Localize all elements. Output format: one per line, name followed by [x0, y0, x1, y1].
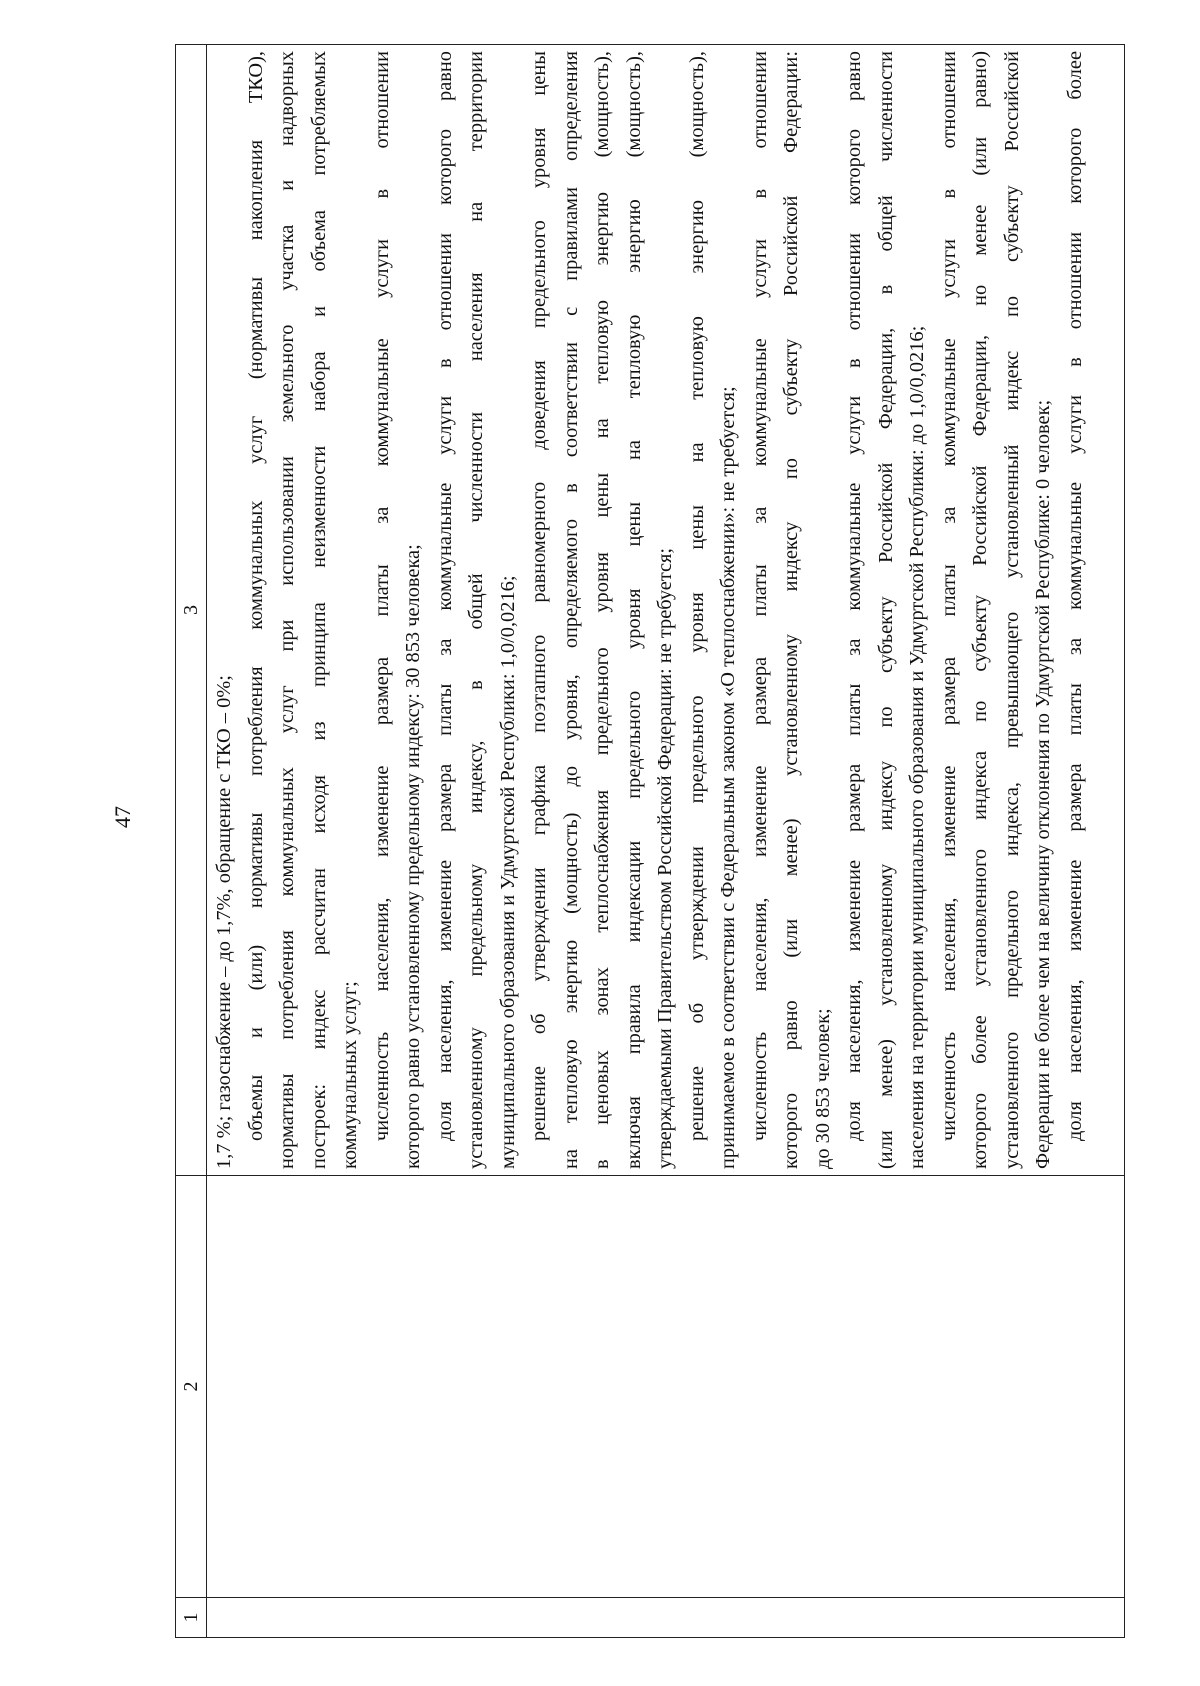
text-line: численность населения, изменение размера платы за коммунальные услуги в отношении [937, 51, 960, 1141]
text-line: нормативы потребления коммунальных услуг при использовании земельного участка и надворных [276, 51, 298, 1169]
text-line: утверждаемыми Правительством Российской Федерации: не требуется; [654, 547, 676, 1169]
text-line: построек: индекс рассчитан исходя из принципа неизменности набора и объема потребляемых [307, 51, 330, 1169]
text-line: принимаемое в соответствии с Федеральным законом «О теплоснабжении»: не требуется; [717, 386, 739, 1169]
text-line: включая правила индексации предельного уровня цены на тепловую энергию (мощность), [622, 51, 645, 1169]
column-1-header: 1 [176, 1598, 207, 1638]
text-line: объемы и (или) нормативы потребления коммунальных услуг (нормативы накопления ТКО), [244, 51, 267, 1141]
rotated-page-content [175, 44, 1125, 1638]
text-line: муниципального образования и Удмуртской Республики: 1,0/0,0216; [496, 575, 519, 1169]
page-number: 47 [110, 806, 135, 828]
text-line: на тепловую энергию (мощность) до уровня, определяемого в соответствии с правилами определения [559, 51, 582, 1169]
text-line: доля населения, изменение размера платы за коммунальные услуги в отношении которого более [1063, 51, 1086, 1141]
column-3-cell [207, 45, 1125, 1176]
text-line: 1,7 %; газоснабжение – до 1,7%, обращение с ТКО – 0%; [213, 675, 235, 1169]
document-table [175, 44, 1125, 1638]
text-line: коммунальных услуг; [339, 981, 361, 1169]
column-3-text [207, 45, 1091, 1175]
text-line: численность населения, изменение размера платы за коммунальные услуги в отношении [370, 51, 393, 1141]
column-2-cell [207, 1176, 1125, 1598]
text-line: населения на территории муниципального образования и Удмуртской Республики: до 1,0/0,0216; [906, 325, 928, 1169]
text-line: в ценовых зонах теплоснабжения предельного уровня цены на тепловую энергию (мощность), [591, 51, 613, 1169]
text-line: до 30 853 человек; [811, 1008, 834, 1169]
text-line: решение об утверждении графика поэтапного равномерного доведения предельного уровня цены [528, 51, 550, 1141]
text-line: установленного предельного индекса, превышающего установленный индекс по субъекту Российской [1000, 51, 1023, 1169]
text-line: численность населения, изменение размера платы за коммунальные услуги в отношении [748, 51, 771, 1141]
column-3-header: 3 [176, 45, 207, 1176]
text-line: (или менее) установленному индексу по субъекту Российской Федерации, в общей численности [874, 51, 897, 1169]
text-line: доля населения, изменение размера платы за коммунальные услуги в отношении которого равно [843, 51, 865, 1141]
text-line: доля населения, изменение размера платы за коммунальные услуги в отношении которого равно [433, 51, 456, 1141]
text-line: которого более установленного индекса по субъекту Российской Федерации, но менее (или равно) [969, 51, 991, 1169]
text-line: которого равно установленному предельному индексу: 30 853 человека; [402, 544, 424, 1169]
column-1-cell [207, 1598, 1125, 1638]
text-line: решение об утверждении предельного уровня цены на тепловую энергию (мощность), [685, 51, 708, 1141]
text-line: установленному предельному индексу, в общей численности населения на территории [465, 51, 487, 1169]
table-row [207, 45, 1125, 1638]
text-line: Федерации не более чем на величину отклонения по Удмуртской Республике: 0 человек; [1032, 399, 1054, 1169]
text-line: которого равно (или менее) установленному индексу по субъекту Российской Федерации: [780, 51, 802, 1169]
table-header-row [176, 45, 207, 1638]
column-2-header: 2 [176, 1176, 207, 1598]
